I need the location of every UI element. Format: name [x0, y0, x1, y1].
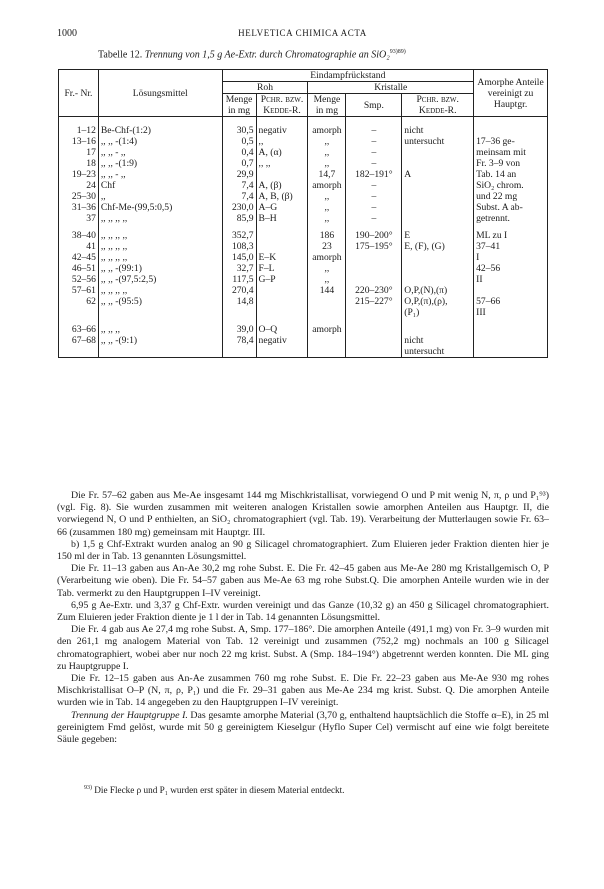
cell-p2 — [402, 274, 474, 285]
col-roh: Roh — [222, 82, 308, 94]
cell-smp — [346, 346, 402, 358]
footnote-mark: 93) — [84, 785, 92, 791]
cell-smp: 175–195° — [346, 241, 402, 252]
cell-sol: ,, ,, -(95:5) — [98, 296, 222, 307]
cell-sol: ,, ,, ,, ,, — [98, 252, 222, 263]
col-smp: Smp. — [346, 94, 402, 117]
cell-p2: untersucht — [402, 136, 474, 147]
cell-sol: Chf-Me-(99,5:0,5) — [98, 202, 222, 213]
cell-amorph: Subst. A ab- — [474, 202, 548, 213]
cell-p: A, (α) — [256, 147, 308, 158]
cell-p — [256, 346, 308, 358]
cell-p: negativ — [256, 335, 308, 346]
cell-smp: – — [346, 180, 402, 191]
cell-m2 — [308, 346, 346, 358]
cell-amorph — [474, 285, 548, 296]
cell-smp — [346, 252, 402, 263]
paragraph: Die Fr. 12–15 gaben aus An-Ae zusammen 760 mg rohe Subst. E. Die Fr. 22–23 gaben aus Me-Ae 930 mg rohes Mischkristallisat O–P (N, π, ρ, P₁) und die Fr. 29–31 gaben aus Me-Ae 234 mg krist. Subst. Q. Die amorphen Anteile wurden wie in Tab. 14 angegeben zu den Hauptgruppen I–IV vereinigt. — [57, 673, 549, 709]
cell-fr: 46–51 — [59, 263, 99, 274]
cell-amorph: und 22 mg — [474, 191, 548, 202]
cell-sol — [98, 346, 222, 358]
cell-fr: 31–36 — [59, 202, 99, 213]
cell-smp: 190–200° — [346, 224, 402, 241]
cell-smp: – — [346, 191, 402, 202]
cell-m2: ,, — [308, 191, 346, 202]
cell-smp: 220–230° — [346, 285, 402, 296]
cell-amorph: ML zu I — [474, 224, 548, 241]
cell-p2 — [402, 252, 474, 263]
table-row — [59, 252, 548, 263]
table-row — [59, 307, 548, 318]
section-text: Das gesamte amorphe Material (3,70 g, enthaltend hauptsächlich die Stoffe α–E), in 25 ml gereinigtem Fmd gelöst, wurde mit 50 g gereinigtem Kieselgur (Hyflo Super Cel) vermischt auf eine wie folgt bereitete Säule gegeben: — [57, 709, 549, 746]
cell-m: 7,4 — [222, 180, 256, 191]
cell-amorph: III — [474, 307, 548, 318]
cell-smp — [346, 318, 402, 335]
section-lead: Trennung der Hauptgruppe I. — [71, 709, 188, 721]
table-row — [59, 158, 548, 169]
cell-fr: 13–16 — [59, 136, 99, 147]
cell-m: 78,4 — [222, 335, 256, 346]
cell-m: 270,4 — [222, 285, 256, 296]
cell-sol: ,, — [98, 191, 222, 202]
table-row — [59, 296, 548, 307]
table-row — [59, 169, 548, 180]
cell-fr: 52–56 — [59, 274, 99, 285]
cell-m — [222, 346, 256, 358]
col-menge-roh: Menge in mg — [222, 94, 256, 117]
cell-amorph: 17–36 ge- — [474, 136, 548, 147]
cell-p2: untersucht — [402, 346, 474, 358]
cell-m2: 23 — [308, 241, 346, 252]
cell-p2 — [402, 147, 474, 158]
cell-m: 117,5 — [222, 274, 256, 285]
cell-m: 14,8 — [222, 296, 256, 307]
cell-sol: ,, ,, -(9:1) — [98, 335, 222, 346]
cell-sol: ,, ,, ,, ,, — [98, 285, 222, 296]
table-row — [59, 136, 548, 147]
table-row — [59, 180, 548, 191]
cell-m: 0,4 — [222, 147, 256, 158]
cell-m2: ,, — [308, 274, 346, 285]
cell-p: A, B, (β) — [256, 191, 308, 202]
cell-m: 108,3 — [222, 241, 256, 252]
cell-amorph — [474, 117, 548, 137]
cell-sol: ,, ,, -(97,5:2,5) — [98, 274, 222, 285]
table-row — [59, 191, 548, 202]
cell-p: O–Q — [256, 318, 308, 335]
table-row — [59, 241, 548, 252]
paragraph: Die Fr. 57–62 gaben aus Me-Ae insgesamt 144 mg Mischkristallisat, vorwiegend O und P mit wenig N, π, ρ und P₁⁹³) (vgl. Fig. 8). Sie wurden zusammen mit weiteren analogen Kristallen sowie amorphen Anteilen aus Hauptgr. II, die vorwiegend N, O und P enthielten, an SiO₂ chromatographiert (vgl. Tab. 19). Verarbeitung der Mutterlaugen sowie Fr. 63–66 (zusammen 180 mg) gemeinsam mit Hauptgr. III. — [57, 490, 549, 538]
col-fr: Fr.- Nr. — [59, 70, 99, 117]
cell-m2: 144 — [308, 285, 346, 296]
cell-amorph: 37–41 — [474, 241, 548, 252]
col-pchr-roh: Pchr. bzw. Kedde-R. — [256, 94, 308, 117]
cell-fr: 38–40 — [59, 224, 99, 241]
cell-m: 30,5 — [222, 117, 256, 137]
cell-p2: E — [402, 224, 474, 241]
cell-p2: nicht — [402, 335, 474, 346]
cell-smp: – — [346, 202, 402, 213]
cell-p — [256, 285, 308, 296]
cell-m2: amorph — [308, 252, 346, 263]
cell-smp — [346, 307, 402, 318]
cell-smp: – — [346, 158, 402, 169]
col-kristalle: Kristalle — [308, 82, 474, 94]
cell-p: negativ — [256, 117, 308, 137]
cell-m: 0,7 — [222, 158, 256, 169]
table-row — [59, 202, 548, 213]
cell-amorph: I — [474, 252, 548, 263]
cell-amorph — [474, 335, 548, 346]
paragraph: 6,95 g Ae-Extr. und 3,37 g Chf-Extr. wurden vereinigt und das Ganze (10,32 g) an 450 g Silicagel chromatographiert. Zum Eluieren jeder Fraktion diente je 1 l der in Tab. 14 genannten Lösungsmittel. — [57, 599, 549, 624]
table-row — [59, 263, 548, 274]
cell-p: ,, ,, — [256, 158, 308, 169]
cell-sol: ,, ,, -(99:1) — [98, 263, 222, 274]
table-row — [59, 147, 548, 158]
cell-m2: amorph — [308, 180, 346, 191]
cell-m2: amorph — [308, 318, 346, 335]
cell-smp: – — [346, 117, 402, 137]
cell-smp: 215–227° — [346, 296, 402, 307]
table-row — [59, 335, 548, 346]
table-row — [59, 285, 548, 296]
table-row — [59, 224, 548, 241]
cell-m: 7,4 — [222, 191, 256, 202]
cell-m2: ,, — [308, 213, 346, 224]
table-caption-title: Trennung von 1,5 g Ae-Extr. durch Chromatographie an SiO₂ — [144, 49, 390, 61]
cell-fr: 67–68 — [59, 335, 99, 346]
paragraph: Die Fr. 11–13 gaben aus An-Ae 30,2 mg rohe Subst. E. Die Fr. 42–45 gaben aus Me-Ae 280 mg Kristallgemisch O, P (Verarbeitung wie oben). Die Fr. 54–57 gaben aus Me-Ae 63 mg rohe Subst.Q. Die amorphen Anteile wurden wie in der Tab. vermerkt zu den Hauptgruppen I–IV vereinigt. — [57, 563, 549, 599]
cell-sol: Chf — [98, 180, 222, 191]
cell-p: ,, — [256, 136, 308, 147]
cell-p: G–P — [256, 274, 308, 285]
col-pchr-kr: Pchr. bzw. Kedde-R. — [402, 94, 474, 117]
table-row — [59, 117, 548, 137]
cell-p2 — [402, 180, 474, 191]
cell-p2 — [402, 158, 474, 169]
cell-m2: 186 — [308, 224, 346, 241]
cell-amorph: 57–66 — [474, 296, 548, 307]
fraction-table — [58, 69, 548, 358]
cell-fr: 19–23 — [59, 169, 99, 180]
table-row — [59, 318, 548, 335]
table-caption-ref: 93)89) — [389, 49, 406, 55]
cell-fr: 57–61 — [59, 285, 99, 296]
cell-p — [256, 241, 308, 252]
cell-p2: A — [402, 169, 474, 180]
cell-sol: ,, ,, - ,, — [98, 169, 222, 180]
cell-m2: 14,7 — [308, 169, 346, 180]
cell-m2: ,, — [308, 202, 346, 213]
cell-p — [256, 307, 308, 318]
cell-sol: ,, ,, ,, ,, — [98, 213, 222, 224]
cell-smp: – — [346, 136, 402, 147]
cell-smp — [346, 263, 402, 274]
cell-p: F–L — [256, 263, 308, 274]
col-solvent: Lösungsmittel — [98, 70, 222, 117]
col-eindampf: Eindampfrückstand — [222, 70, 474, 82]
cell-m2: ,, — [308, 136, 346, 147]
cell-p2: nicht — [402, 117, 474, 137]
cell-amorph: meinsam mit — [474, 147, 548, 158]
cell-p — [256, 296, 308, 307]
cell-sol: ,, ,, ,, ,, — [98, 224, 222, 241]
cell-fr — [59, 307, 99, 318]
cell-fr: 62 — [59, 296, 99, 307]
cell-smp: – — [346, 213, 402, 224]
cell-p2: E, (F), (G) — [402, 241, 474, 252]
cell-fr: 1–12 — [59, 117, 99, 137]
cell-fr: 24 — [59, 180, 99, 191]
col-menge-kr: Menge in mg — [308, 94, 346, 117]
cell-m2 — [308, 307, 346, 318]
cell-sol: ,, ,, ,, — [98, 318, 222, 335]
cell-smp — [346, 274, 402, 285]
journal-title: HELVETICA CHIMICA ACTA — [238, 28, 367, 38]
cell-fr: 37 — [59, 213, 99, 224]
cell-p2 — [402, 191, 474, 202]
cell-amorph: getrennt. — [474, 213, 548, 224]
cell-p — [256, 169, 308, 180]
paragraph-hauptgruppe — [57, 710, 549, 747]
cell-p2 — [402, 202, 474, 213]
cell-p2: O,P,(N),(π) — [402, 285, 474, 296]
paragraph: Die Fr. 4 gab aus Ae 27,4 mg rohe Subst. A, Smp. 177–186°. Die amorphen Anteile (491,1 mg) von Fr. 3–9 wurden mit den 261,1 mg analogem Material von Tab. 12 vereinigt und zusammen (752,2 mg) nochmals an 100 g Silicagel chromatographiert, wobei aber nur noch 22 mg krist. Subst. A (Smp. 184–194°) abgetrennt werden konnten. Die ML ging zu Hauptgruppe I. — [57, 624, 549, 672]
cell-m: 85,9 — [222, 213, 256, 224]
cell-m: 29,9 — [222, 169, 256, 180]
table-caption — [98, 49, 406, 60]
cell-smp: 182–191° — [346, 169, 402, 180]
cell-sol: ,, ,, - ,, — [98, 147, 222, 158]
cell-amorph: II — [474, 274, 548, 285]
cell-p: A–G — [256, 202, 308, 213]
running-header — [57, 28, 548, 42]
cell-m2: amorph — [308, 117, 346, 137]
footnote-text: Die Flecke ρ und P₁ wurden erst später in diesem Material entdeckt. — [92, 785, 345, 796]
cell-p2: (P₁) — [402, 307, 474, 318]
cell-p — [256, 224, 308, 241]
table-row — [59, 274, 548, 285]
cell-p: B–H — [256, 213, 308, 224]
cell-m: 352,7 — [222, 224, 256, 241]
cell-fr: 25–30 — [59, 191, 99, 202]
cell-sol — [98, 307, 222, 318]
table-row — [59, 346, 548, 358]
cell-p2 — [402, 318, 474, 335]
body-text — [57, 490, 549, 746]
cell-fr — [59, 346, 99, 358]
cell-sol: Be-Chf-(1:2) — [98, 117, 222, 137]
cell-p2 — [402, 213, 474, 224]
cell-amorph: Tab. 14 an — [474, 169, 548, 180]
cell-amorph — [474, 346, 548, 358]
cell-m — [222, 307, 256, 318]
paragraph: b) 1,5 g Chf-Extrakt wurden analog an 90 g Silicagel chromatographiert. Zum Eluieren jeder Fraktion dienten hier je 150 ml der in Tab. 13 genannten Lösungsmittel. — [57, 538, 549, 563]
cell-sol: ,, ,, -(1:9) — [98, 158, 222, 169]
cell-p2 — [402, 263, 474, 274]
page-number: 1000 — [57, 28, 77, 39]
cell-fr: 42–45 — [59, 252, 99, 263]
cell-sol: ,, ,, ,, ,, — [98, 241, 222, 252]
table-body — [59, 117, 548, 358]
cell-p2: O,P,(π),(ρ), — [402, 296, 474, 307]
cell-m: 145,0 — [222, 252, 256, 263]
cell-fr: 63–66 — [59, 318, 99, 335]
cell-sol: ,, ,, -(1:4) — [98, 136, 222, 147]
cell-m: 32,7 — [222, 263, 256, 274]
cell-m: 39,0 — [222, 318, 256, 335]
cell-m2 — [308, 296, 346, 307]
cell-m2: ,, — [308, 147, 346, 158]
cell-p: E–K — [256, 252, 308, 263]
cell-m2 — [308, 335, 346, 346]
cell-fr: 41 — [59, 241, 99, 252]
table-row — [59, 213, 548, 224]
cell-amorph: SiO₂ chrom. — [474, 180, 548, 191]
cell-p: A, (β) — [256, 180, 308, 191]
cell-amorph: 42–56 — [474, 263, 548, 274]
cell-fr: 18 — [59, 158, 99, 169]
cell-smp — [346, 335, 402, 346]
col-amorph: Amorphe Anteile vereinigt zu Hauptgr. — [474, 70, 548, 117]
cell-smp: – — [346, 147, 402, 158]
cell-m: 230,0 — [222, 202, 256, 213]
cell-m: 0,5 — [222, 136, 256, 147]
cell-m2: ,, — [308, 158, 346, 169]
cell-amorph: Fr. 3–9 von — [474, 158, 548, 169]
cell-m2: ,, — [308, 263, 346, 274]
table-caption-label: Tabelle 12. — [98, 49, 143, 61]
footnote — [84, 782, 344, 796]
cell-amorph — [474, 318, 548, 335]
cell-fr: 17 — [59, 147, 99, 158]
